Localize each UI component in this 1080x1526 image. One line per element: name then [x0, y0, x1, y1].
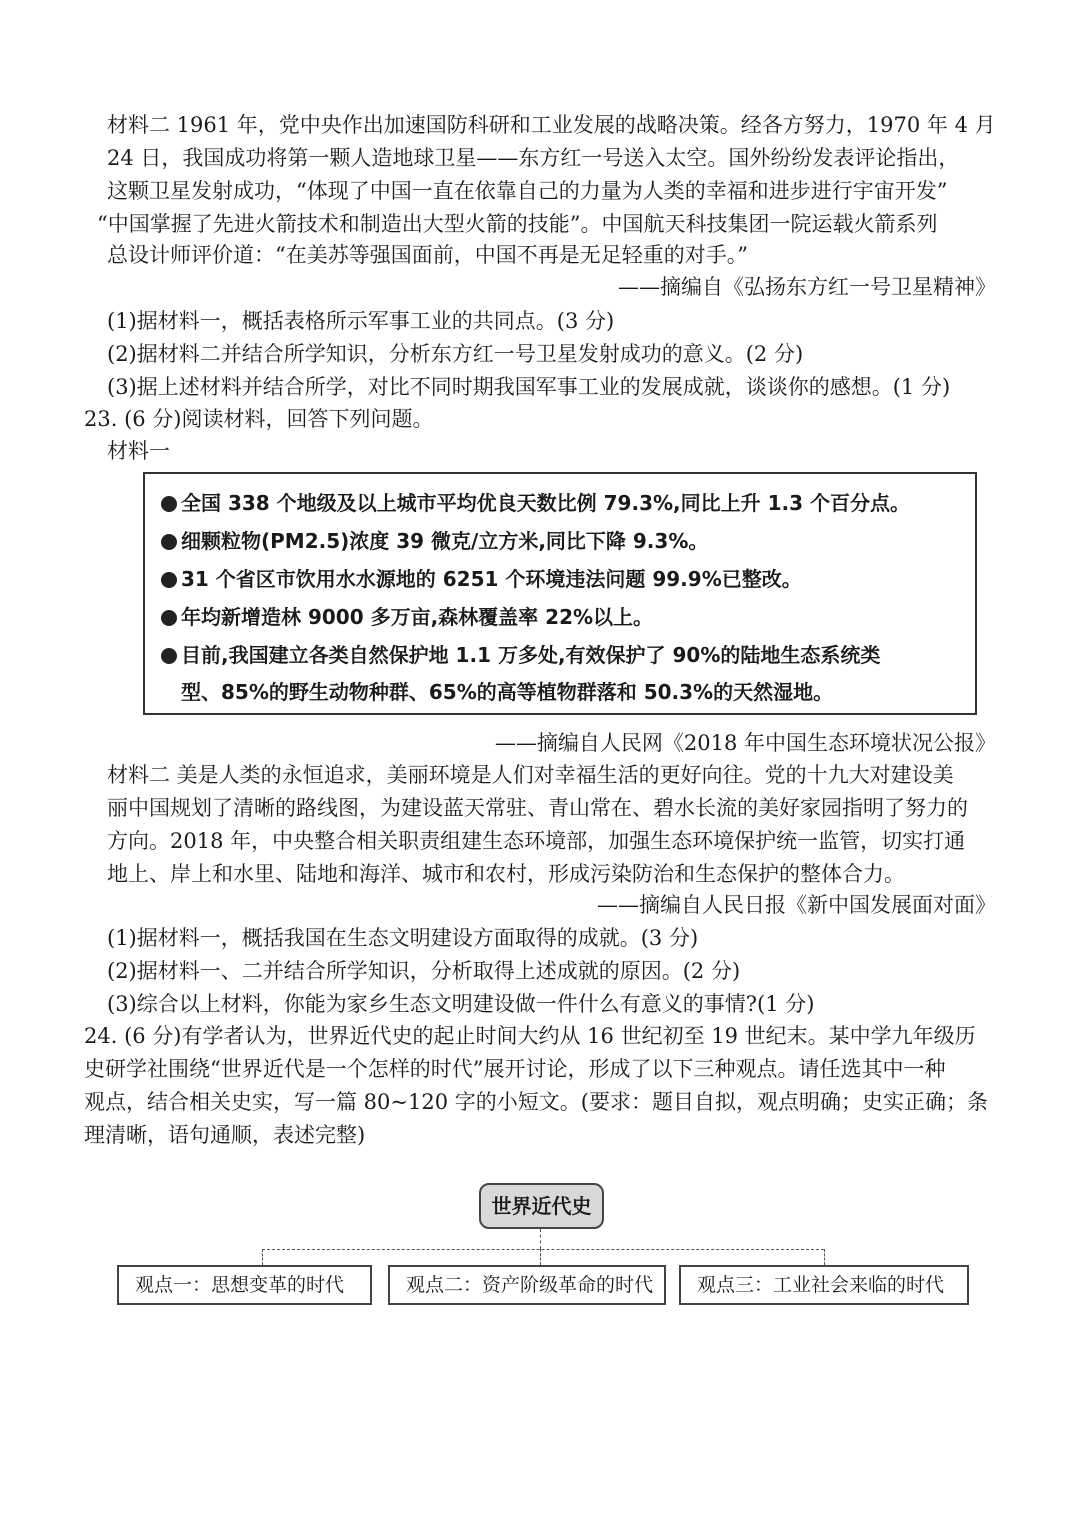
- connector-line: [262, 1249, 824, 1250]
- diagram-center-node: 世界近代史: [479, 1183, 604, 1229]
- connector-line: [262, 1249, 263, 1265]
- bullet-icon: [161, 648, 177, 664]
- bullet-icon: [161, 572, 177, 588]
- box-item: 全国 338 个地级及以上城市平均优良天数比例 79.3%,同比上升 1.3 个百分点。: [161, 488, 910, 518]
- text-line: 观点，结合相关史实，写一篇 80~120 字的小短文。(要求：题目自拟，观点明确；史实正确；条: [84, 1090, 988, 1114]
- text-line: 地上、岸上和水里、陆地和海洋、城市和农村，形成污染防治和生态保护的整体合力。: [107, 862, 905, 886]
- text-line: 丽中国规划了清晰的路线图，为建设蓝天常驻、青山常在、碧水长流的美好家园指明了努力的: [107, 796, 968, 820]
- box-item: 目前,我国建立各类自然保护地 1.1 万多处,有效保护了 90%的陆地生态系统类: [161, 640, 880, 670]
- subquestion: (3)综合以上材料，你能为家乡生态文明建设做一件什么有意义的事情?(1 分): [107, 992, 815, 1016]
- source-citation: ——摘编自人民日报《新中国发展面对面》: [597, 893, 996, 917]
- bullet-icon: [161, 610, 177, 626]
- box-item: 31 个省区市饮用水水源地的 6251 个环境违法问题 99.9%已整改。: [161, 564, 802, 594]
- material-label: 材料一: [107, 439, 170, 463]
- text-line: 总设计师评价道：“在美苏等强国面前，中国不再是无足轻重的对手。”: [107, 243, 748, 267]
- text-line: 方向。2018 年，中央整合相关职责组建生态环境部，加强生态环境保护统一监管，切实打通: [107, 829, 966, 853]
- question-title: 23. (6 分)阅读材料，回答下列问题。: [84, 407, 434, 431]
- connector-line: [540, 1229, 541, 1249]
- subquestion: (2)据材料一、二并结合所学知识，分析取得上述成就的原因。(2 分): [107, 959, 741, 983]
- source-citation: ——摘编自《弘扬东方红一号卫星精神》: [618, 275, 996, 299]
- bullet-icon: [161, 496, 177, 512]
- connector-line: [824, 1249, 825, 1265]
- question-title: 24. (6 分)有学者认为，世界近代史的起止时间大约从 16 世纪初至 19 世纪末。某中学九年级历: [84, 1024, 976, 1048]
- viewpoint-three: 观点三：工业社会来临的时代: [679, 1265, 969, 1305]
- box-item: 年均新增造林 9000 多万亩,森林覆盖率 22%以上。: [161, 602, 653, 632]
- text-line: 理清晰，语句通顺，表述完整): [84, 1123, 366, 1147]
- bullet-icon: [161, 534, 177, 550]
- material1-box: [143, 472, 977, 715]
- subquestion: (3)据上述材料并结合所学，对比不同时期我国军事工业的发展成就，谈谈你的感想。(1 分): [107, 375, 951, 399]
- source-citation: ——摘编自人民网《2018 年中国生态环境状况公报》: [494, 731, 996, 755]
- connector-line: [540, 1249, 541, 1265]
- box-item: 细颗粒物(PM2.5)浓度 39 微克/立方米,同比下降 9.3%。: [161, 526, 708, 556]
- subquestion: (2)据材料二并结合所学知识，分析东方红一号卫星发射成功的意义。(2 分): [107, 342, 804, 366]
- text-line: 这颗卫星发射成功，“体现了中国一直在依靠自己的力量为人类的幸福和进步进行宇宙开发”: [107, 179, 948, 203]
- box-item-continued: 型、85%的野生动物种群、65%的高等植物群落和 50.3%的天然湿地。: [181, 680, 834, 704]
- viewpoint-one: 观点一：思想变革的时代: [117, 1265, 372, 1305]
- text-line: 史研学社围绕“世界近代是一个怎样的时代”展开讨论，形成了以下三种观点。请任选其中一种: [84, 1057, 946, 1081]
- subquestion: (1)据材料一，概括我国在生态文明建设方面取得的成就。(3 分): [107, 926, 699, 950]
- text-line: 24 日，我国成功将第一颗人造地球卫星——东方红一号送入太空。国外纷纷发表评论指出，: [107, 146, 960, 170]
- viewpoint-two: 观点二：资产阶级革命的时代: [388, 1265, 666, 1305]
- text-line: 材料二 美是人类的永恒追求，美丽环境是人们对幸福生活的更好向往。党的十九大对建设美: [107, 763, 954, 787]
- text-line: 材料二 1961 年，党中央作出加速国防科研和工业发展的战略决策。经各方努力，1970 年 4 月: [107, 113, 996, 137]
- subquestion: (1)据材料一，概括表格所示军事工业的共同点。(3 分): [107, 309, 615, 333]
- text-line: “中国掌握了先进火箭技术和制造出大型火箭的技能”。中国航天科技集团一院运载火箭系列: [97, 212, 938, 236]
